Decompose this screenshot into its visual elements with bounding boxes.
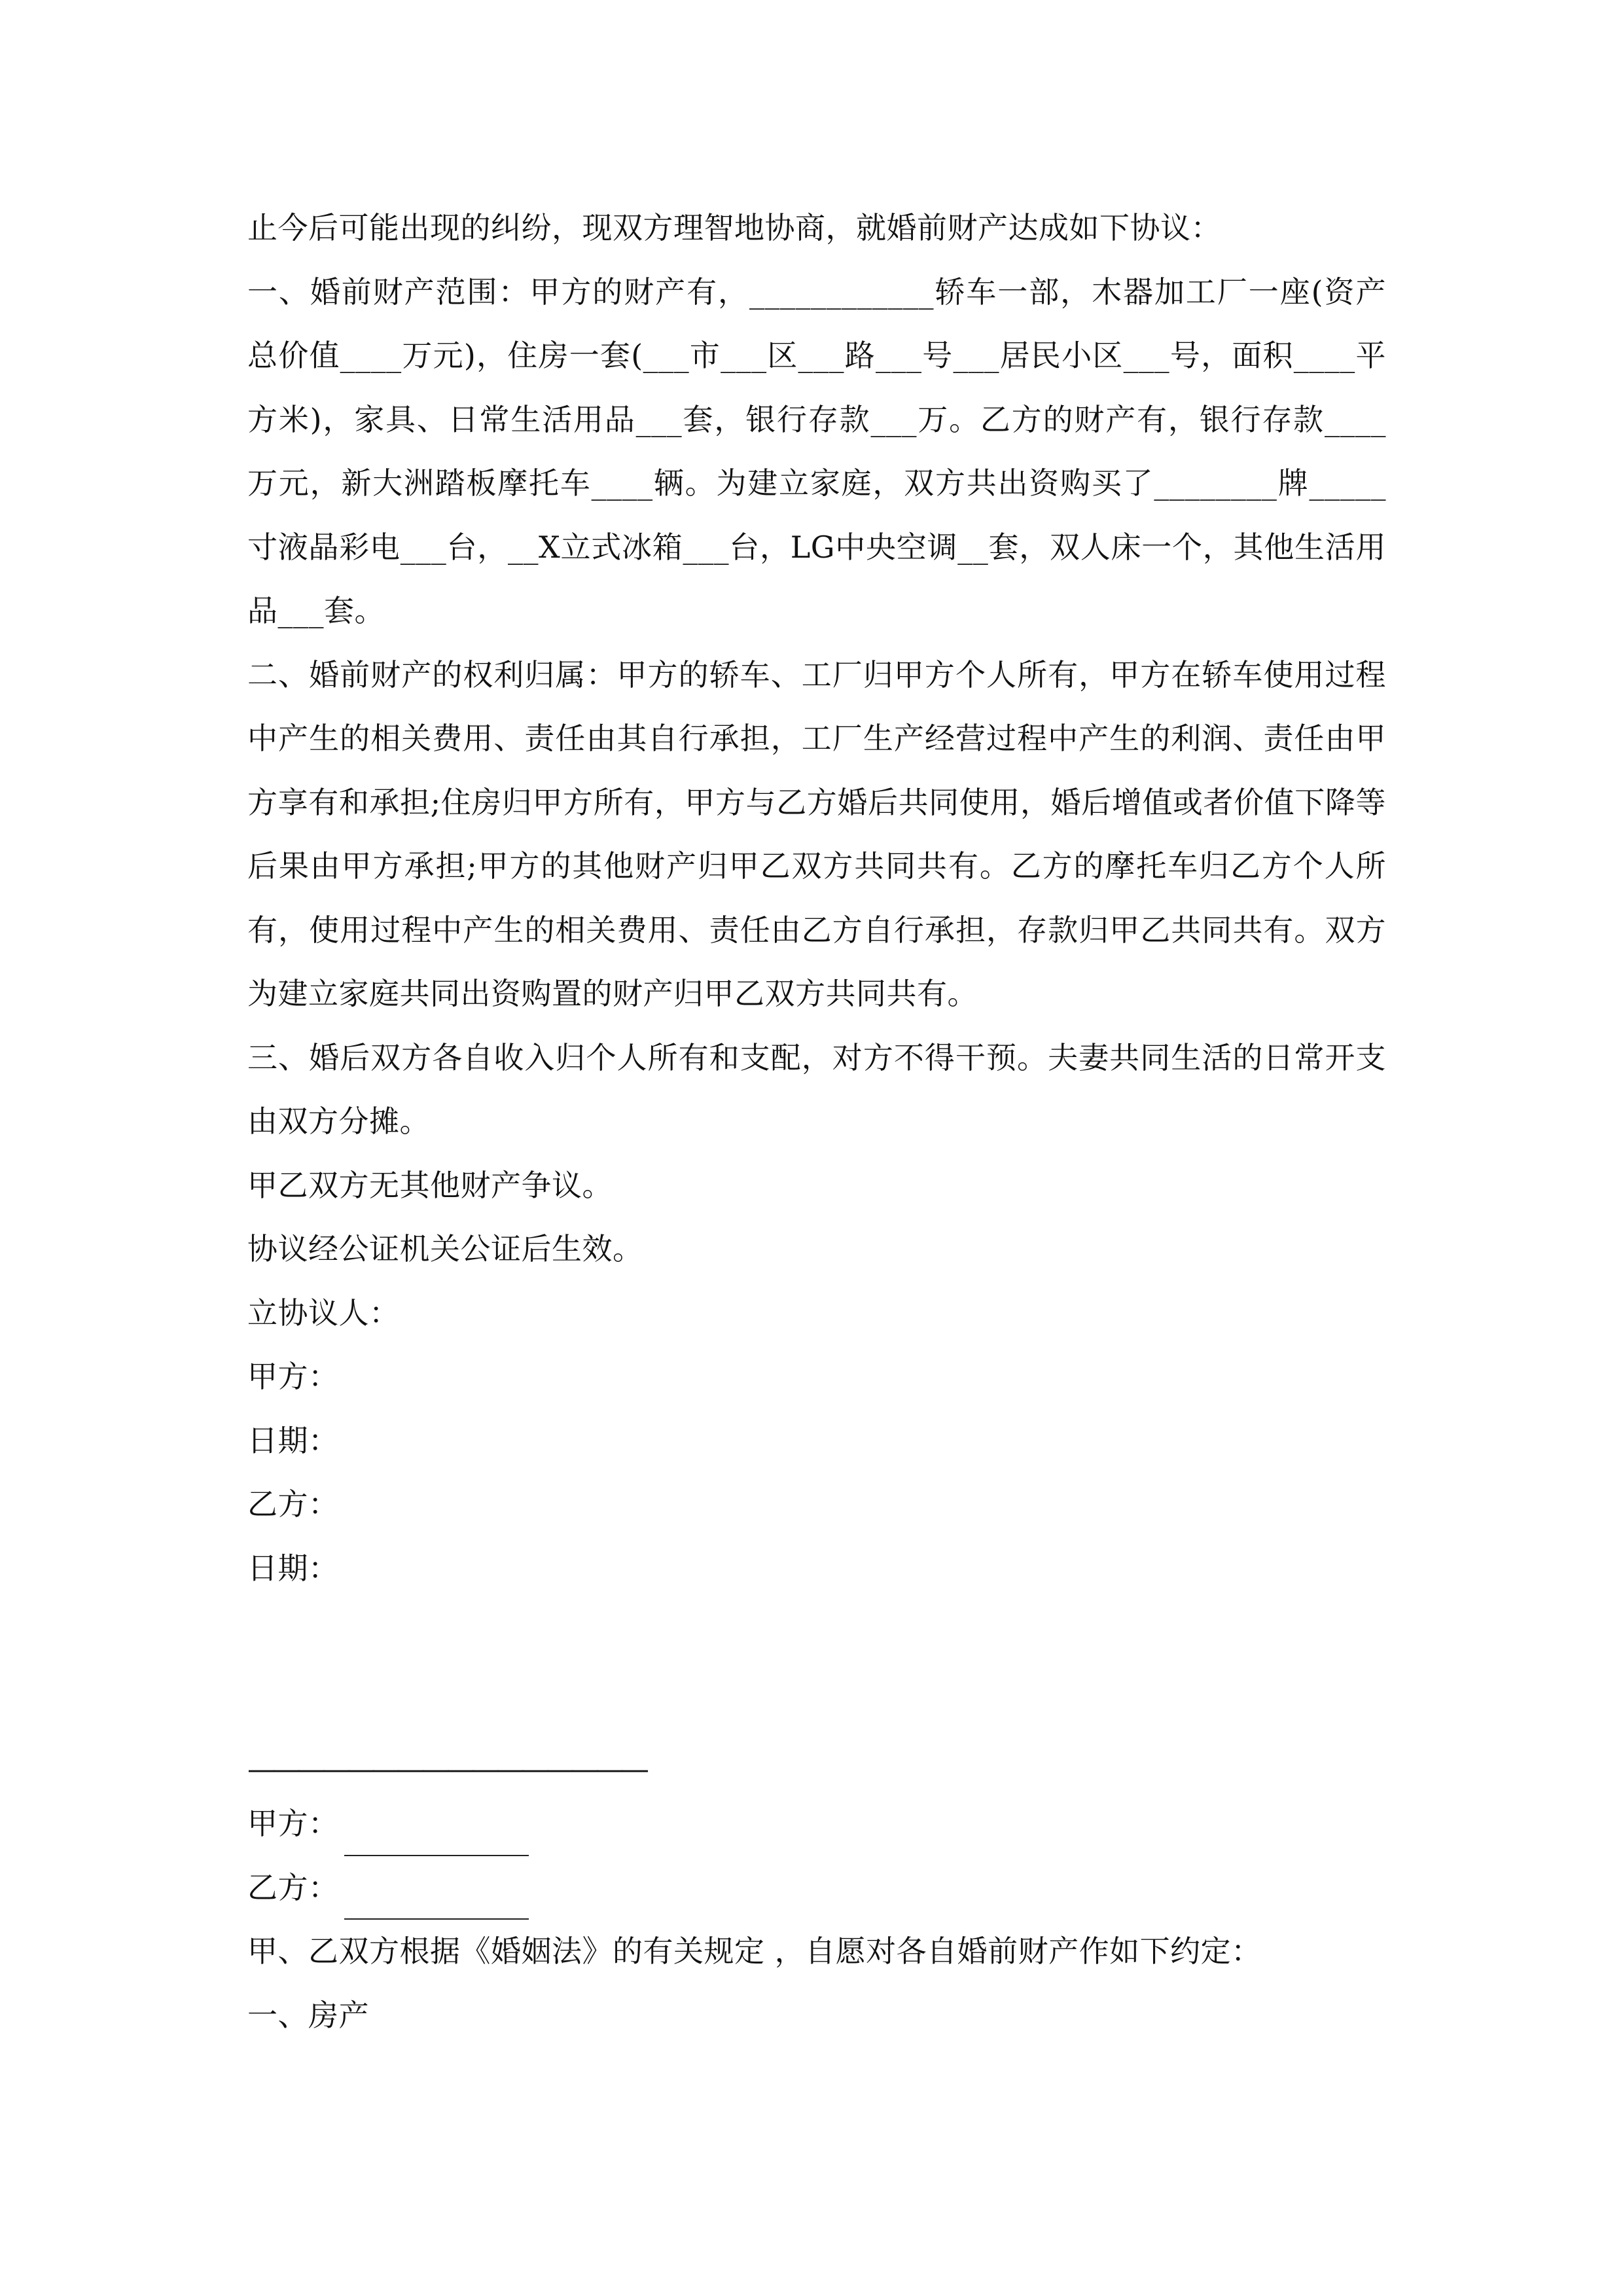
paragraph-clause-1: 一、婚前财产范围：甲方的财产有，____________轿车一部，木器加工厂一座(资产总价值____万元)，住房一套(___市___区___路___号___居民小区___号，面积____平方米)，家具、日常生活用品___套，银行存款___万。乙方的财产有，银行存款____万元，新大洲踏板摩托车____辆。为建立家庭，双方共出资购买了________牌_____寸液晶彩电___台，__X立式冰箱___台，LG中央空调__套，双人床一个，其他生活用品___套。 [247,274,1386,628]
signatories-label: 立协议人： [247,1295,400,1331]
section-separator: ———————————————— [247,1753,645,1786]
date-label-b: 日期： [247,1550,339,1586]
party-a-signature-row [247,1792,1386,1856]
party-b-signature-label: 乙方： [247,1869,339,1905]
party-b-label: 乙方： [247,1486,339,1522]
party-a-signature-label: 甲方： [247,1806,339,1841]
paragraph-effective: 协议经公证机关公证后生效。 [247,1231,643,1266]
paragraph-intro: 止今后可能出现的纠纷，现双方理智地协商，就婚前财产达成如下协议： [247,210,1221,245]
party-a-label: 甲方： [247,1359,339,1394]
party-a-signature-line [344,1816,529,1856]
party-b-signature-row [247,1856,1386,1920]
paragraph-clause-2: 二、婚前财产的权利归属：甲方的轿车、工厂归甲方个人所有，甲方在轿车使用过程中产生的相关费用、责任由其自行承担，工厂生产经营过程中产生的利润、责任由甲方享有和承担;住房归甲方所有，甲方与乙方婚后共同使用，婚后增值或者价值下降等后果由甲方承担;甲方的其他财产归甲乙双方共同共有。乙方的摩托车归乙方个人所有，使用过程中产生的相关费用、责任由乙方自行承担，存款归甲乙共同共有。双方为建立家庭共同出资购置的财产归甲乙双方共同共有。 [247,656,1386,1011]
date-label-a: 日期： [247,1422,339,1458]
paragraph-clause-3: 三、婚后双方各自收入归个人所有和支配，对方不得干预。夫妻共同生活的日常开支由双方分摊。 [247,1039,1386,1139]
party-b-signature-line [344,1879,529,1920]
document-body [247,196,1386,1600]
paragraph-agreement-intro: 甲、乙双方根据《婚姻法》的有关规定 ，自愿对各自婚前财产作如下约定： [247,1933,1262,1969]
paragraph-section-property: 一、房产 [247,1997,369,2033]
second-agreement [247,1792,1386,2047]
paragraph-no-dispute: 甲乙双方无其他财产争议。 [247,1167,613,1203]
